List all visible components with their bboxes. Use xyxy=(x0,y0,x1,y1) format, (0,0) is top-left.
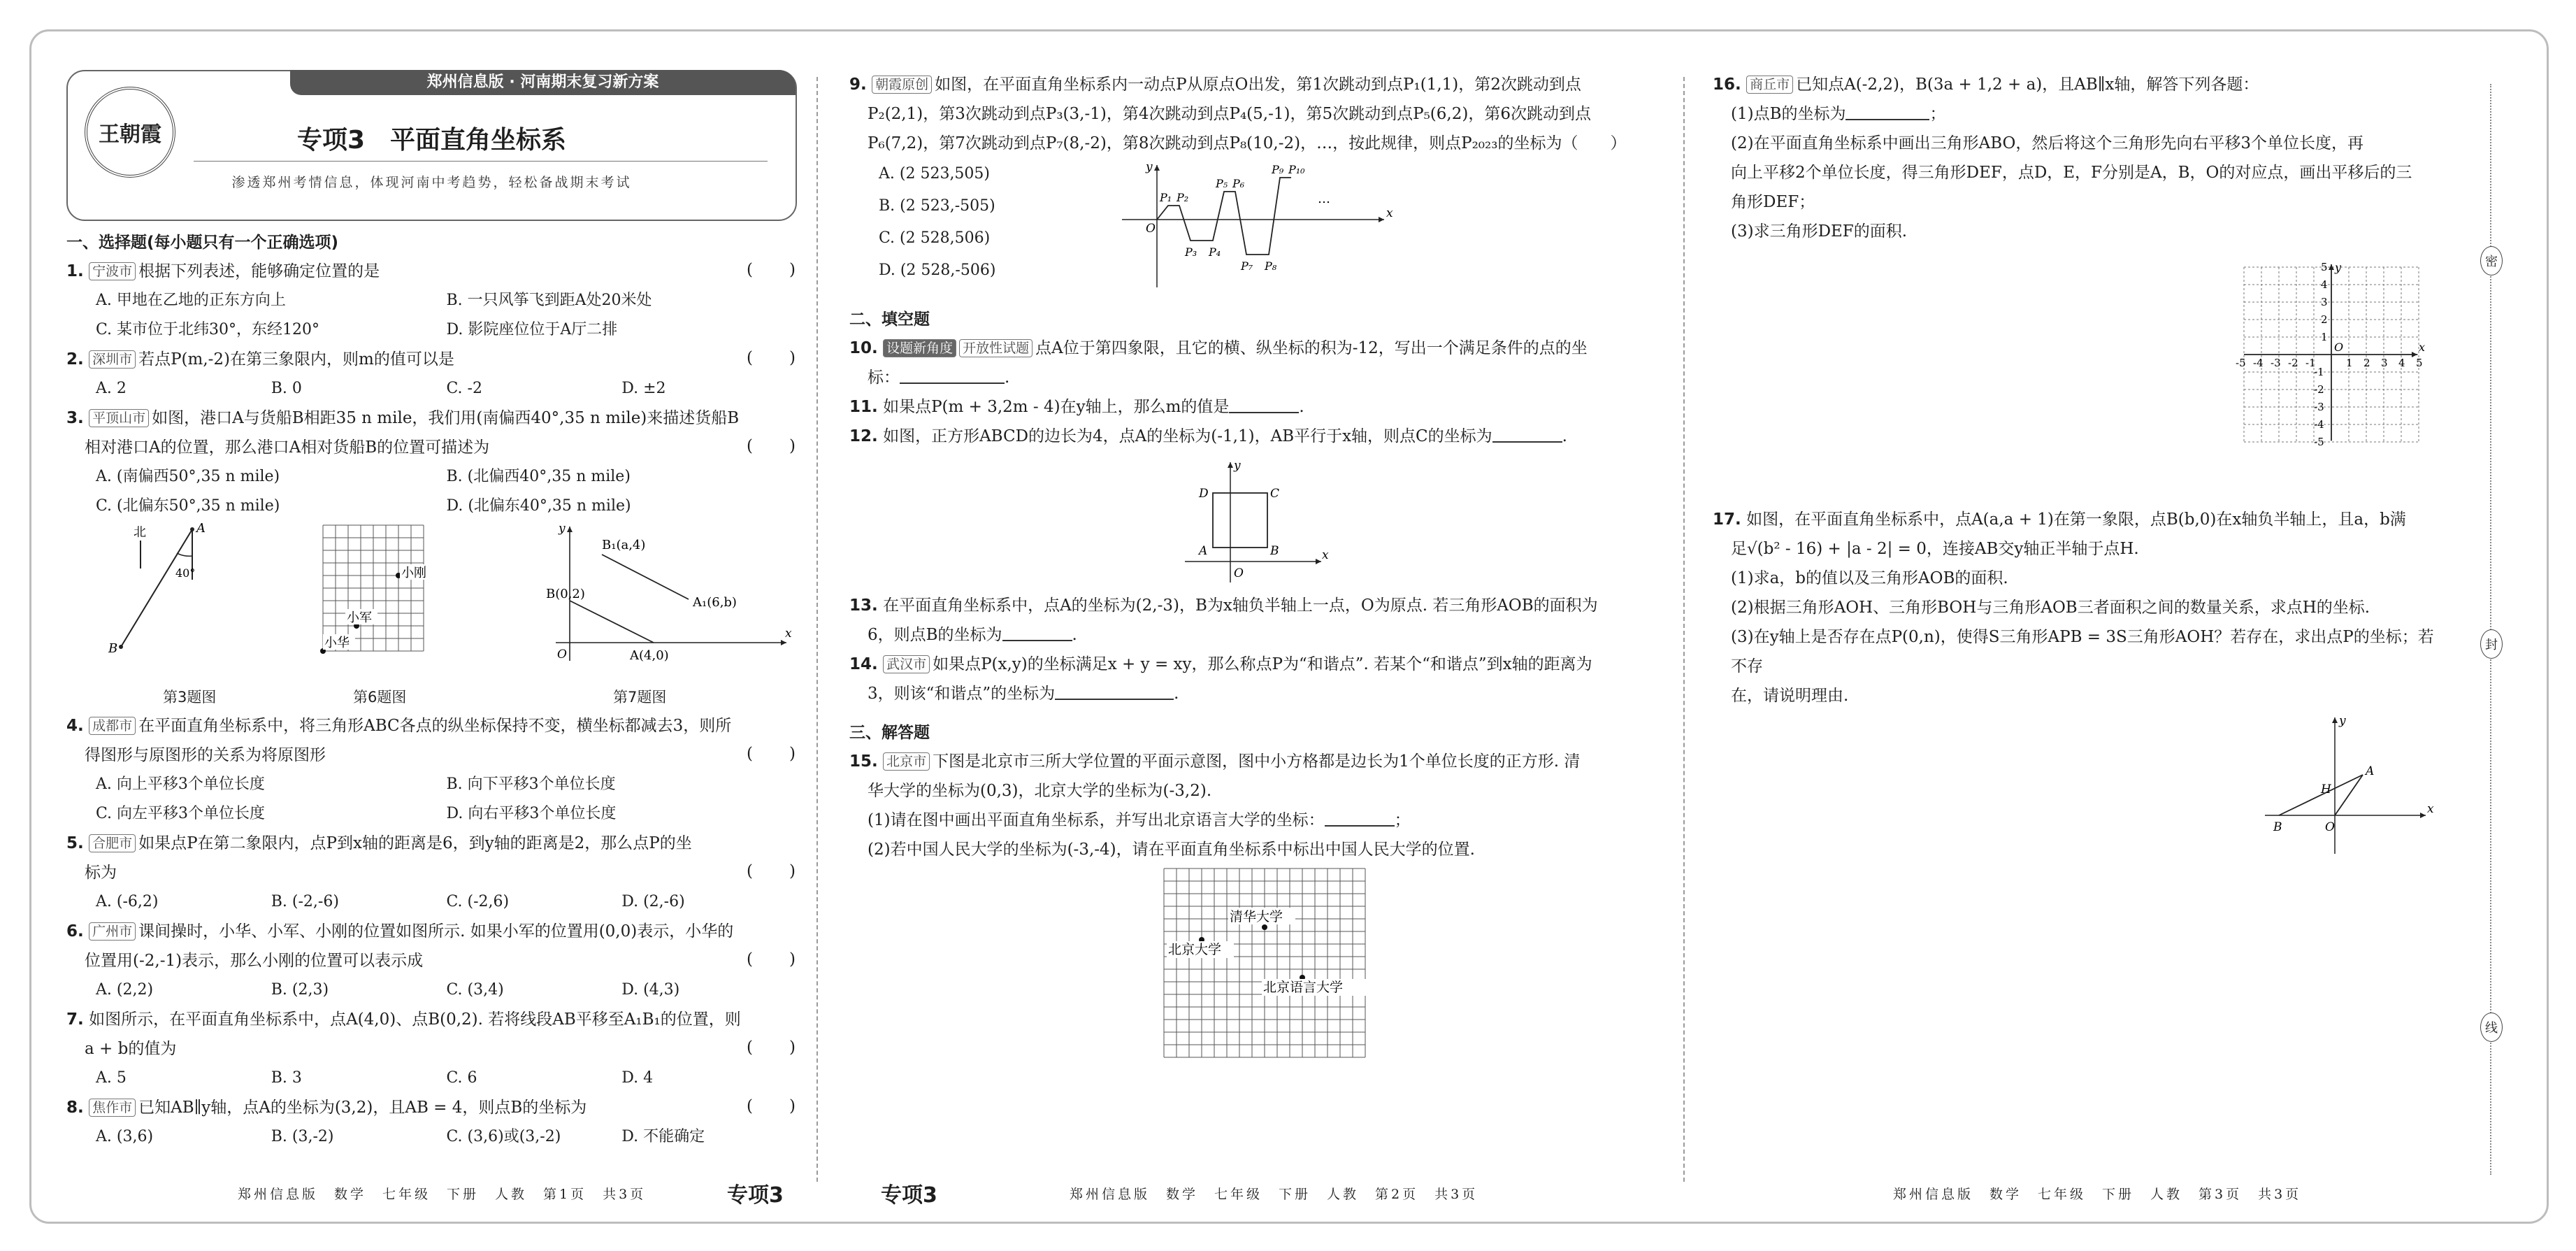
y-tick-label: 4 xyxy=(2321,278,2328,291)
question-16 xyxy=(1713,70,2447,99)
option-b: B. 向下平移3个单位长度 xyxy=(446,775,616,793)
question-text-cont: 标为 xyxy=(85,864,117,882)
sub-question-1: (1)请在图中画出平面直角坐标系，并写出北京语言大学的坐标： xyxy=(868,811,1325,829)
option-d: D. (北偏东40°,35 n mile) xyxy=(446,497,631,515)
source-tag: 北京市 xyxy=(883,752,930,771)
figure-q12 xyxy=(1178,457,1332,589)
x-axis-label: x xyxy=(1386,206,1393,220)
option-c: C. 某市位于北纬30°，东经120° xyxy=(96,321,320,338)
figure-row-1 xyxy=(66,521,797,711)
question-text-cont: 6，则点B的坐标为 xyxy=(868,626,1002,644)
figure-q15-grid xyxy=(1164,868,1367,1063)
origin-label: O xyxy=(1146,222,1156,236)
seal-char: 封 xyxy=(2480,629,2503,659)
x-tick-label: -5 xyxy=(2236,357,2246,369)
question-number: 3. xyxy=(66,409,84,427)
x-tick-label: -2 xyxy=(2288,357,2298,369)
option-b: B. (2,3) xyxy=(271,981,329,999)
ellipsis: … xyxy=(1318,192,1330,206)
figure-q17 xyxy=(2258,710,2433,864)
figure-q3 xyxy=(108,521,248,682)
source-tag: 合肥市 xyxy=(89,834,136,852)
x-tick-label: 3 xyxy=(2381,357,2388,369)
xiaogang-label: 小刚 xyxy=(401,566,426,580)
answer-bracket: ( ) xyxy=(747,1038,797,1057)
question-text: 如图所示，在平面直角坐标系中，点A(4,0)、点B(0,2). 若将线段AB平移至A₁B₁的位置，则 xyxy=(89,1010,741,1029)
question-number: 4. xyxy=(66,717,84,735)
sub-question-2: (2)在平面直角坐标系中画出三角形ABO，然后将这个三角形先向右平移3个单位长度，再 xyxy=(1731,134,2364,152)
source-tag: 平顶山市 xyxy=(89,409,149,427)
sub-question-2: (2)若中国人民大学的坐标为(-3,-4)，请在平面直角坐标系中标出中国人民大学的位置. xyxy=(868,841,1475,859)
figure-caption: 第3题图 xyxy=(163,689,217,706)
p3-label: P₃ xyxy=(1185,245,1197,259)
p5-label: P₅ xyxy=(1216,177,1228,190)
option-d: D. 不能确定 xyxy=(621,1128,705,1145)
question-number: 11. xyxy=(849,398,878,416)
angle-label: 40° xyxy=(175,566,196,580)
blcu-label: 北京语言大学 xyxy=(1263,980,1344,995)
question-text: 如图，在平面直角坐标系中，点A(a,a + 1)在第一象限，点B(b,0)在x轴负半轴上，且a，b满 xyxy=(1746,510,2406,529)
answer-blank[interactable] xyxy=(900,367,1005,384)
point-a-label: A xyxy=(196,521,206,536)
answer-bracket: ( ) xyxy=(747,1097,797,1115)
answer-blank[interactable] xyxy=(1845,103,1929,120)
question-number: 9. xyxy=(849,76,867,94)
option-a: A. 向上平移3个单位长度 xyxy=(96,775,265,793)
x-tick-label: -3 xyxy=(2271,357,2281,369)
xiaojun-label: 小军 xyxy=(347,610,372,625)
question-number: 8. xyxy=(66,1099,84,1117)
footer-page-2: 郑州信息版 数学 七年级 下册 人教 第2页 共3页 xyxy=(1070,1187,1478,1202)
question-3 xyxy=(66,403,797,521)
p6-label: P₆ xyxy=(1232,177,1245,190)
point-b1-label: B₁(a,4) xyxy=(602,538,646,552)
question-text-cont: 相对港口A的位置，那么港口A相对货船B的位置可描述为 xyxy=(85,438,490,457)
figure-q17-wrap xyxy=(1713,710,2447,878)
figure-q16-wrap xyxy=(1713,246,2447,505)
y-tick-label: -4 xyxy=(2314,418,2324,431)
x-axis-label: x xyxy=(2419,341,2426,354)
figure-q9 xyxy=(1115,158,1395,291)
sub-question-3-cont: 在，请说明理由. xyxy=(1731,687,1849,705)
source-tag: 宁波市 xyxy=(89,262,136,280)
point-a-label: A(4,0) xyxy=(630,648,669,663)
sub-question-3: (3)在y轴上是否存在点P(0,n)，使得S三角形APB = 3S三角形AOH？若存在，求出点P的坐标；若不存 xyxy=(1731,628,2434,675)
sub-question-1: (1)求a，b的值以及三角形AOB的面积. xyxy=(1731,569,2008,587)
point-c-label: C xyxy=(1270,487,1280,501)
question-text: 如果点P(x,y)的坐标满足x + y = xy，那么称点P为“和谐点”. 若某个“和谐点”到x轴的距离为 xyxy=(933,655,1592,673)
p9-label: P₉ xyxy=(1272,163,1284,176)
question-2 xyxy=(66,345,797,403)
question-text: 如果点P(m + 3,2m - 4)在y轴上，那么m的值是 xyxy=(883,398,1230,416)
option-d: D. (4,3) xyxy=(621,981,680,999)
figure-q6-grid xyxy=(315,522,454,676)
source-tag: 武汉市 xyxy=(883,655,930,673)
source-tag: 成都市 xyxy=(89,717,136,735)
question-8 xyxy=(66,1093,797,1152)
question-15 xyxy=(849,747,1660,776)
p8-label: P₈ xyxy=(1265,259,1277,273)
question-text-cont: 标： xyxy=(868,369,900,387)
origin-label: O xyxy=(557,648,567,662)
question-number: 17. xyxy=(1713,510,1741,529)
sub-question-2-cont: 角形DEF； xyxy=(1731,193,1815,211)
footer-topic-tag: 专项3 xyxy=(881,1183,937,1208)
option-b: B. (北偏西40°,35 n mile) xyxy=(446,468,631,485)
option-d: D. 4 xyxy=(621,1069,654,1087)
question-10 xyxy=(849,334,1660,363)
xiaohua-label: 小华 xyxy=(324,636,350,650)
p1-label: P₁ xyxy=(1160,191,1172,204)
footer-page-1: 郑州信息版 数学 七年级 下册 人教 第1页 共3页 xyxy=(238,1187,647,1202)
seal-char: 线 xyxy=(2480,1013,2503,1042)
edition-label: 郑州信息版 · 河南期末复习新方案 xyxy=(290,70,796,95)
option-a: A. 2 xyxy=(96,380,127,397)
column-divider xyxy=(816,77,818,1182)
option-d: D. (2 528,-506) xyxy=(879,262,996,279)
point-a-label: A xyxy=(1199,544,1208,558)
answer-bracket: ( ) xyxy=(747,745,797,763)
y-tick-label: 2 xyxy=(2321,313,2328,326)
column-page-1 xyxy=(66,70,797,1152)
question-11: 11. 如果点P(m + 3,2m - 4)在y轴上，那么m的值是 . xyxy=(849,398,1304,416)
section-heading: 二、填空题 xyxy=(849,310,930,329)
y-tick-label: -5 xyxy=(2314,436,2324,448)
x-tick-label: 2 xyxy=(2363,357,2370,369)
question-12: 12. 如图，正方形ABCD的边长为4，点A的坐标为(-1,1)，AB平行于x轴，则点C的坐标为 . xyxy=(849,427,1567,445)
question-text: 课间操时，小华、小军、小刚的位置如图所示. 如果小军的位置用(0,0)表示，小华的 xyxy=(138,922,734,941)
point-b-label: B xyxy=(108,641,118,656)
x-tick-label: 1 xyxy=(2346,357,2353,369)
question-text: 在平面直角坐标系中，将三角形ABC各点的纵坐标保持不变，横坐标都减去3，则所 xyxy=(138,717,732,735)
option-a: A. (2 523,505) xyxy=(879,165,991,183)
question-text: 已知点A(-2,2)，B(3a + 1,2 + a)，且AB∥x轴，解答下列各题： xyxy=(1796,76,2259,94)
p7-label: P₇ xyxy=(1241,259,1253,273)
point-b-label: B xyxy=(1270,544,1279,558)
feature-tag: 设题新角度 xyxy=(883,339,956,357)
y-tick-label: -3 xyxy=(2314,401,2324,413)
brand-seal-logo: 王朝霞 xyxy=(85,87,175,178)
x-tick-label: 4 xyxy=(2398,357,2405,369)
origin-label: O xyxy=(2325,820,2335,834)
question-6 xyxy=(66,917,797,1005)
question-number: 10. xyxy=(849,339,878,357)
option-a: A. (南偏西50°,35 n mile) xyxy=(96,468,280,485)
answer-blank[interactable] xyxy=(1002,624,1072,641)
y-tick-label: 1 xyxy=(2321,331,2328,343)
column-page-2: 9. 朝霞原创 如图，在平面直角坐标系内一动点P从原点O出发，第1次跳动到点P₁(1,1)，第2次跳动到点 P₂(2,1)，第3次跳动到点P₃(3,-1)，第4次跳动到点P₄(5,-1)，第5次跳动到点P₅(6,2)，第6次跳动到点 P₆(7,2)，第7次跳动到点P₇(8,-2)，第8次跳动到点P₈(10,-2)，…，按此规律，则点P₂₀₂₃的坐标为（ ） A. (2 523,505) B. (2 523,-505) C. (2 528,506) D. (2 528,-506) x y O P₁ P₂ P₃ P₄ P₅ P₆ P₇ P₈ P₉ P₁₀ … 二、填空题 10. 设题新角度 开放性试题 点A位于第四象限，且它的横、纵坐标的积为-12，写出一个满足条件的点的坐 标： . 11. 如果点P(m + 3,2m - 4)在y轴上，那么m的值是 . 12. 如图，正方形ABCD的边长为4，点A的坐标为(-1,1)，AB平行于x轴，则点C的坐标为 . x y O A B C D 13. 在平面直角坐标系中，点A的坐标为(2,-3)，B为x轴负半轴上一点，O为原点. 若三角形AOB的面积为 6，则点B的坐标为 . 14. 武汉市 如果点P(x,y)的坐标满足x + y = xy，那么称点P为“和谐点”. 若某个“和谐点”到x轴的距离为 3，则该“和谐点”的坐标为 . 三、解答题 15. 北京市 下图是北京市三所大学位置的平面示意图，图中小方格都是边长为1个单位长度的正方形. 清 华大学的坐标为(0,3)，北京大学的坐标为(-3,2). (1)请在图中画出平面直角坐标系，并写出北京语言大学的坐标： ； (2)若中国人民大学的坐标为(-3,-4)，请在平面直角坐标系中标出中国人民大学的位置. 清华大学 北京大学 北京语言大学 xyxy=(849,70,1660,1067)
option-c: C. (2 528,506) xyxy=(879,229,991,247)
question-7 xyxy=(66,1005,797,1093)
footer-topic-tag: 专项3 xyxy=(727,1183,784,1208)
source-tag: 焦作市 xyxy=(89,1099,136,1117)
source-tag: 朝霞原创 xyxy=(872,76,932,94)
question-number: 14. xyxy=(849,655,878,673)
question-text: 根据下列表述，能够确定位置的是 xyxy=(138,262,380,280)
question-text: 如图，正方形ABCD的边长为4，点A的坐标为(-1,1)，AB平行于x轴，则点C的坐标为 xyxy=(883,427,1492,445)
sub-question-3: (3)求三角形DEF的面积. xyxy=(1731,222,1908,241)
answer-bracket: ( ) xyxy=(747,862,797,880)
column-page-3: 16. 商丘市 已知点A(-2,2)，B(3a + 1,2 + a)，且AB∥x轴，解答下列各题： (1)点B的坐标为 ； (2)在平面直角坐标系中画出三角形ABO，然后将这个三角形先向右平移3个单位长度，再 向上平移2个单位长度，得三角形DEF，点D，E，F分别是A，B，O的对应点，画出平移后的三 角形DEF； (3)求三角形DEF的面积. -5 -4 -3 -2 -1 1 2 3 4 5 -5 -4 -3 -2 -1 1 2 3 4 5 x y O 17. 如图，在平面直角坐标系中，点A(a,a + 1)在第一象限，点B(b,0)在x轴负半轴上，且a，b满 足√(b² - 16) + |a - 2| = 0，连接AB交y轴正半轴于点H. (1)求a，b的值以及三角形AOB的面积. (2)根据三角形AOH、三角形BOH与三角形AOB三者面积之间的数量关系，求点H的坐标. (3)在y轴上是否存在点P(0,n)，使得S三角形APB = 3S三角形AOH？若存在，求出点P的坐标；若不存 在，请说明理由. x y O B A H xyxy=(1713,70,2447,878)
p4-label: P₄ xyxy=(1209,245,1221,259)
figure-q16-grid xyxy=(2230,260,2433,449)
option-a: A. 甲地在乙地的正东方向上 xyxy=(96,292,286,309)
question-number: 12. xyxy=(849,427,878,445)
origin-label: O xyxy=(1234,566,1244,580)
y-axis-label: y xyxy=(1234,459,1241,473)
question-text-cont: P₆(7,2)，第7次跳动到点P₇(8,-2)，第8次跳动到点P₈(10,-2)，…，按此规律，则点P₂₀₂₃的坐标为（ ） xyxy=(868,134,1627,152)
question-text: 已知AB∥y轴，点A的坐标为(3,2)，且AB = 4，则点B的坐标为 xyxy=(138,1099,587,1117)
divider xyxy=(194,161,768,162)
point-a-label: A xyxy=(2366,764,2375,778)
question-text: 如图，在平面直角坐标系内一动点P从原点O出发，第1次跳动到点P₁(1,1)，第2次跳动到点 xyxy=(935,76,1581,94)
option-c: C. -2 xyxy=(446,380,482,397)
point-d-label: D xyxy=(1199,487,1209,501)
y-tick-label: -2 xyxy=(2314,383,2324,396)
option-d: D. 向右平移3个单位长度 xyxy=(446,805,617,822)
question-17 xyxy=(1713,505,2447,534)
y-tick-label: 3 xyxy=(2321,296,2328,308)
option-c: C. (3,6)或(3,-2) xyxy=(446,1128,561,1145)
option-a: A. (-6,2) xyxy=(96,893,159,910)
option-c: C. (北偏东50°,35 n mile) xyxy=(96,497,280,515)
question-4 xyxy=(66,711,797,829)
section-heading: 三、解答题 xyxy=(849,724,930,742)
figure-q7 xyxy=(546,521,793,682)
question-text-cont: 华大学的坐标为(0,3)，北京大学的坐标为(-3,2). xyxy=(868,782,1212,800)
seal-char: 密 xyxy=(2480,246,2503,276)
feature-tag: 开放性试题 xyxy=(959,339,1032,357)
option-d: D. 影院座位位于A厅二排 xyxy=(446,321,618,338)
source-tag: 深圳市 xyxy=(89,350,136,369)
x-tick-label: -4 xyxy=(2253,357,2264,369)
question-number: 16. xyxy=(1713,76,1741,94)
source-tag: 商丘市 xyxy=(1746,76,1793,94)
y-axis-label: y xyxy=(2339,714,2346,728)
question-text: 如图，港口A与货船B相距35 n mile，我们用(南偏西40°,35 n mile)来描述货船B xyxy=(152,409,740,427)
answer-bracket: ( ) xyxy=(747,950,797,968)
point-h-label: H xyxy=(2321,782,2331,796)
option-d: D. (2,-6) xyxy=(621,893,685,910)
question-text: 如果点P在第二象限内，点P到x轴的距离是6，到y轴的距离是2，那么点P的坐 xyxy=(138,834,692,852)
y-tick-label: -1 xyxy=(2314,366,2324,378)
question-number: 2. xyxy=(66,350,84,369)
x-tick-label: 5 xyxy=(2416,357,2423,369)
option-c: C. 6 xyxy=(446,1069,477,1087)
question-number: 6. xyxy=(66,922,84,941)
tsinghua-label: 清华大学 xyxy=(1230,909,1283,924)
sub-question-1: (1)点B的坐标为 xyxy=(1731,105,1846,123)
question-number: 15. xyxy=(849,752,878,771)
x-axis-label: x xyxy=(1322,548,1329,562)
question-number: 13. xyxy=(849,596,878,615)
figure-caption: 第7题图 xyxy=(613,689,667,706)
answer-blank[interactable] xyxy=(1492,426,1562,443)
y-tick-label: 5 xyxy=(2321,261,2328,273)
column-divider xyxy=(1683,77,1685,1182)
answer-bracket: ( ) xyxy=(747,261,797,279)
question-text: 在平面直角坐标系中，点A的坐标为(2,-3)，B为x轴负半轴上一点，O为原点. 若三角形AOB的面积为 xyxy=(883,596,1598,615)
x-axis-label: x xyxy=(785,627,792,641)
answer-blank[interactable] xyxy=(1325,810,1395,827)
option-b: B. (2 523,-505) xyxy=(879,197,995,215)
question-text-cont: P₂(2,1)，第3次跳动到点P₃(3,-1)，第4次跳动到点P₄(5,-1)，第5次跳动到点P₅(6,2)，第6次跳动到点 xyxy=(868,105,1591,123)
question-14 xyxy=(849,650,1660,679)
question-text-cont: 3，则该“和谐点”的坐标为 xyxy=(868,685,1056,703)
source-tag: 广州市 xyxy=(89,922,136,941)
question-text: 若点P(m,-2)在第三象限内，则m的值可以是 xyxy=(138,350,454,369)
question-number: 5. xyxy=(66,834,84,852)
north-label: 北 xyxy=(134,525,146,540)
option-c: C. (3,4) xyxy=(446,981,504,999)
p10-label: P₁₀ xyxy=(1288,163,1305,176)
peking-univ-label: 北京大学 xyxy=(1168,942,1222,957)
option-a: A. (3,6) xyxy=(96,1128,154,1145)
point-a1-label: A₁(6,b) xyxy=(693,595,737,610)
question-text-cont: 足√(b² - 16) + |a - 2| = 0，连接AB交y轴正半轴于点H. xyxy=(1731,540,2139,558)
answer-bracket: ( ) xyxy=(747,349,797,367)
sub-question-2-cont: 向上平移2个单位长度，得三角形DEF，点D，E，F分别是A，B，O的对应点，画出平移后的三 xyxy=(1731,164,2412,182)
option-a: A. (2,2) xyxy=(96,981,154,999)
option-d: D. ±2 xyxy=(621,380,666,397)
option-b: B. 0 xyxy=(271,380,302,397)
x-axis-label: x xyxy=(2427,802,2434,816)
x-tick-label: -1 xyxy=(2305,357,2316,369)
answer-bracket: ( ) xyxy=(747,437,797,455)
sub-question-2: (2)根据三角形AOH、三角形BOH与三角形AOB三者面积之间的数量关系，求点H的坐标. xyxy=(1731,599,2370,617)
question-text-cont: 得图形与原图形的关系为将原图形 xyxy=(85,746,326,764)
question-text-cont: 位置用(-2,-1)表示，那么小刚的位置可以表示成 xyxy=(85,952,424,970)
y-axis-label: y xyxy=(1146,160,1153,174)
question-1 xyxy=(66,257,797,345)
question-number: 7. xyxy=(66,1010,84,1029)
question-9 xyxy=(849,70,1660,298)
header-banner xyxy=(66,70,797,221)
page-subtitle: 渗透郑州考情信息，体现河南中考趋势，轻松备战期末考试 xyxy=(231,175,632,190)
option-b: B. (-2,-6) xyxy=(271,893,339,910)
point-b-label: B xyxy=(2273,820,2282,834)
figure-q15-wrap xyxy=(849,864,1660,1067)
y-axis-label: y xyxy=(2335,261,2342,274)
point-b-label: B(0,2) xyxy=(546,587,585,601)
origin-label: O xyxy=(2334,341,2344,354)
footer-page-3: 郑州信息版 数学 七年级 下册 人教 第3页 共3页 xyxy=(1893,1187,2302,1202)
figure-caption: 第6题图 xyxy=(353,689,407,706)
page-title: 专项3 平面直角坐标系 xyxy=(296,126,567,155)
question-number: 1. xyxy=(66,262,84,280)
question-text-cont: a + b的值为 xyxy=(85,1040,177,1058)
answer-blank[interactable] xyxy=(1229,396,1299,413)
question-text: 点A位于第四象限，且它的横、纵坐标的积为-12，写出一个满足条件的点的坐 xyxy=(1035,339,1588,357)
question-text: 下图是北京市三所大学位置的平面示意图，图中小方格都是边长为1个单位长度的正方形. 清 xyxy=(933,752,1581,771)
option-c: C. 向左平移3个单位长度 xyxy=(96,805,266,822)
y-axis-label: y xyxy=(559,522,566,536)
option-c: C. (-2,6) xyxy=(446,893,510,910)
option-b: B. (3,-2) xyxy=(271,1128,334,1145)
p2-label: P₂ xyxy=(1177,191,1189,204)
option-b: B. 一只风筝飞到距A处20米处 xyxy=(446,292,652,309)
section-heading: 一、选择题(每小题只有一个正确选项) xyxy=(66,234,339,252)
option-a: A. 5 xyxy=(96,1069,127,1087)
figure-q12-wrap xyxy=(849,451,1660,591)
option-b: B. 3 xyxy=(271,1069,302,1087)
question-5 xyxy=(66,829,797,917)
question-13 xyxy=(849,591,1660,620)
answer-blank[interactable] xyxy=(1055,683,1174,700)
